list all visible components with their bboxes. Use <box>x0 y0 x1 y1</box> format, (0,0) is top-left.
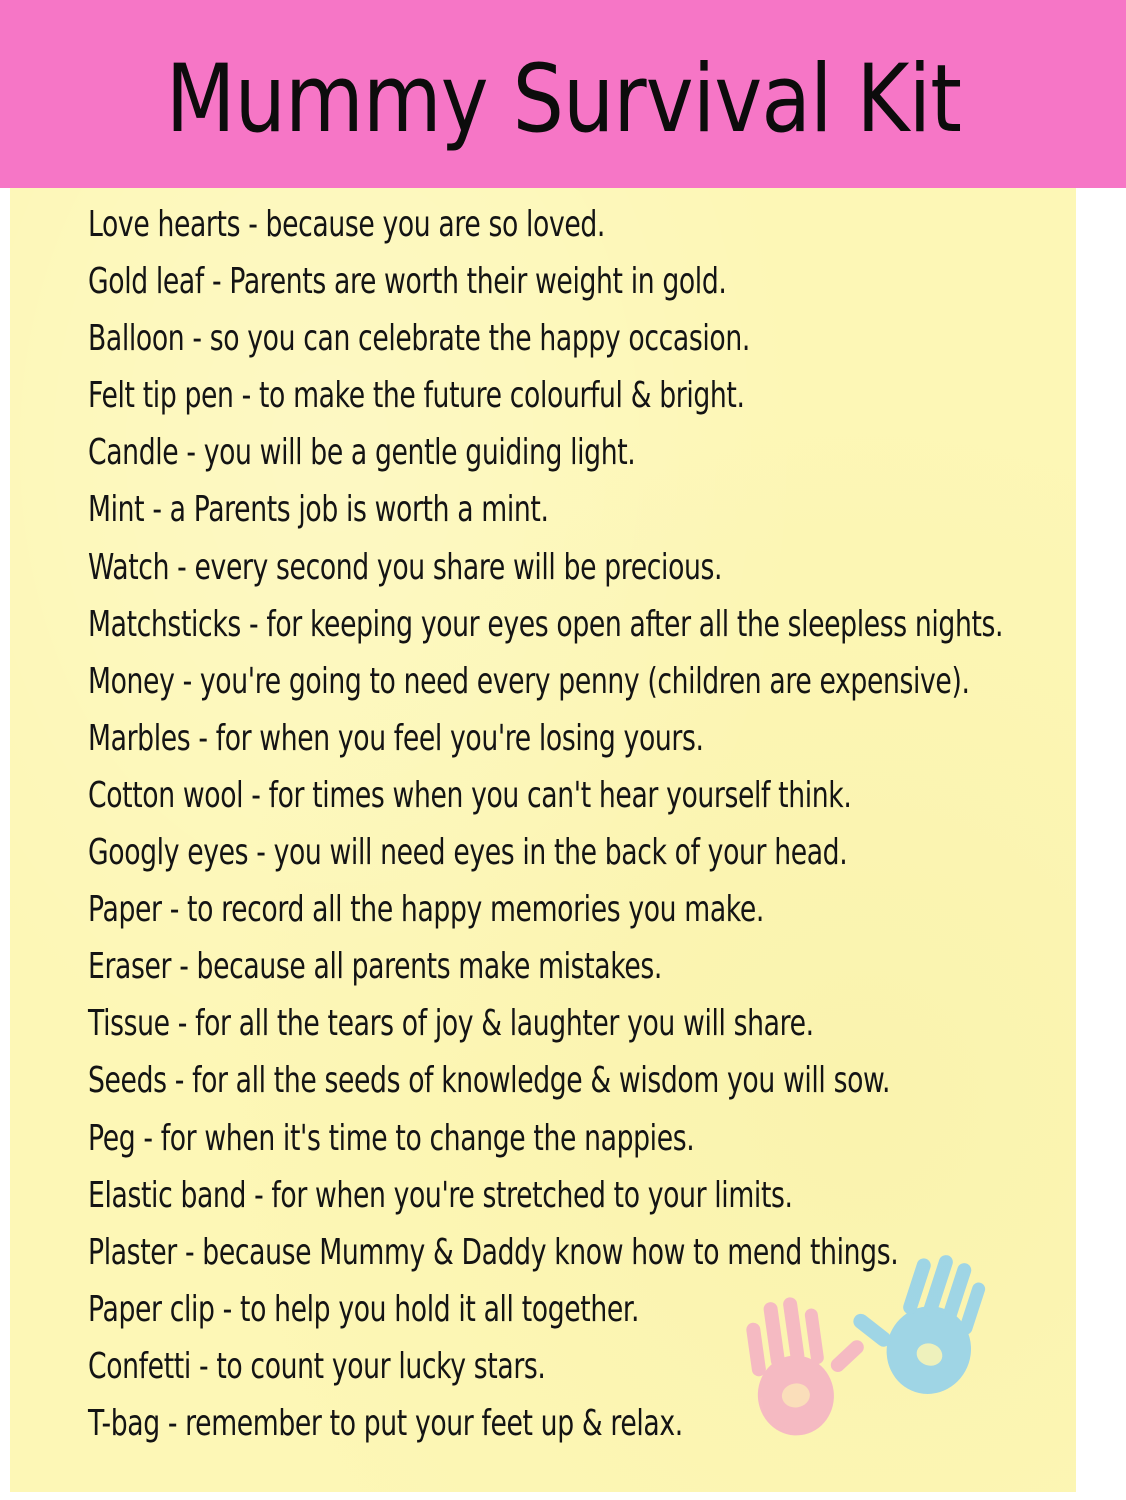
list-item: Candle - you will be a gentle guiding light. <box>88 432 636 474</box>
list-item: Marbles - for when you feel you're losing yours. <box>88 717 704 759</box>
handprints-decoration <box>720 1250 1010 1450</box>
page-title: Mummy Survival Kit <box>165 44 961 154</box>
list-item: Paper - to record all the happy memories you make. <box>88 889 765 931</box>
list-item: Seeds - for all the seeds of knowledge & wisdom you will sow. <box>88 1060 891 1102</box>
list-item: Felt tip pen - to make the future colourful & bright. <box>88 375 745 417</box>
list-item: Balloon - so you can celebrate the happy occasion. <box>88 318 750 360</box>
list-item: Love hearts - because you are so loved. <box>88 204 606 245</box>
title-banner <box>0 0 1126 188</box>
list-item: Elastic band - for when you're stretched to your limits. <box>88 1174 793 1216</box>
list-item: Confetti - to count your lucky stars. <box>88 1345 546 1387</box>
list-item: Matchsticks - for keeping your eyes open after all the sleepless nights. <box>88 603 1004 645</box>
list-item: Eraser - because all parents make mistakes. <box>88 946 662 988</box>
list-item: Watch - every second you share will be precious. <box>88 546 723 588</box>
list-item: Mint - a Parents job is worth a mint. <box>88 489 549 531</box>
list-item: Tissue - for all the tears of joy & laughter you will share. <box>88 1003 814 1045</box>
list-item: Plaster - because Mummy & Daddy know how to mend things. <box>88 1231 899 1273</box>
list-item: Peg - for when it's time to change the nappies. <box>88 1117 695 1159</box>
list-item: Paper clip - to help you hold it all together. <box>88 1288 640 1330</box>
list-item: Money - you're going to need every penny (children are expensive). <box>88 660 970 702</box>
list-item: Cotton wool - for times when you can't hear yourself think. <box>88 774 852 816</box>
blue-handprint-icon <box>836 1250 998 1405</box>
list-item: Gold leaf - Parents are worth their weight in gold. <box>88 261 727 303</box>
list-item: Googly eyes - you will need eyes in the back of your head. <box>88 832 848 874</box>
list-item: T-bag - remember to put your feet up & relax. <box>88 1402 683 1444</box>
pink-handprint-icon <box>743 1288 878 1441</box>
